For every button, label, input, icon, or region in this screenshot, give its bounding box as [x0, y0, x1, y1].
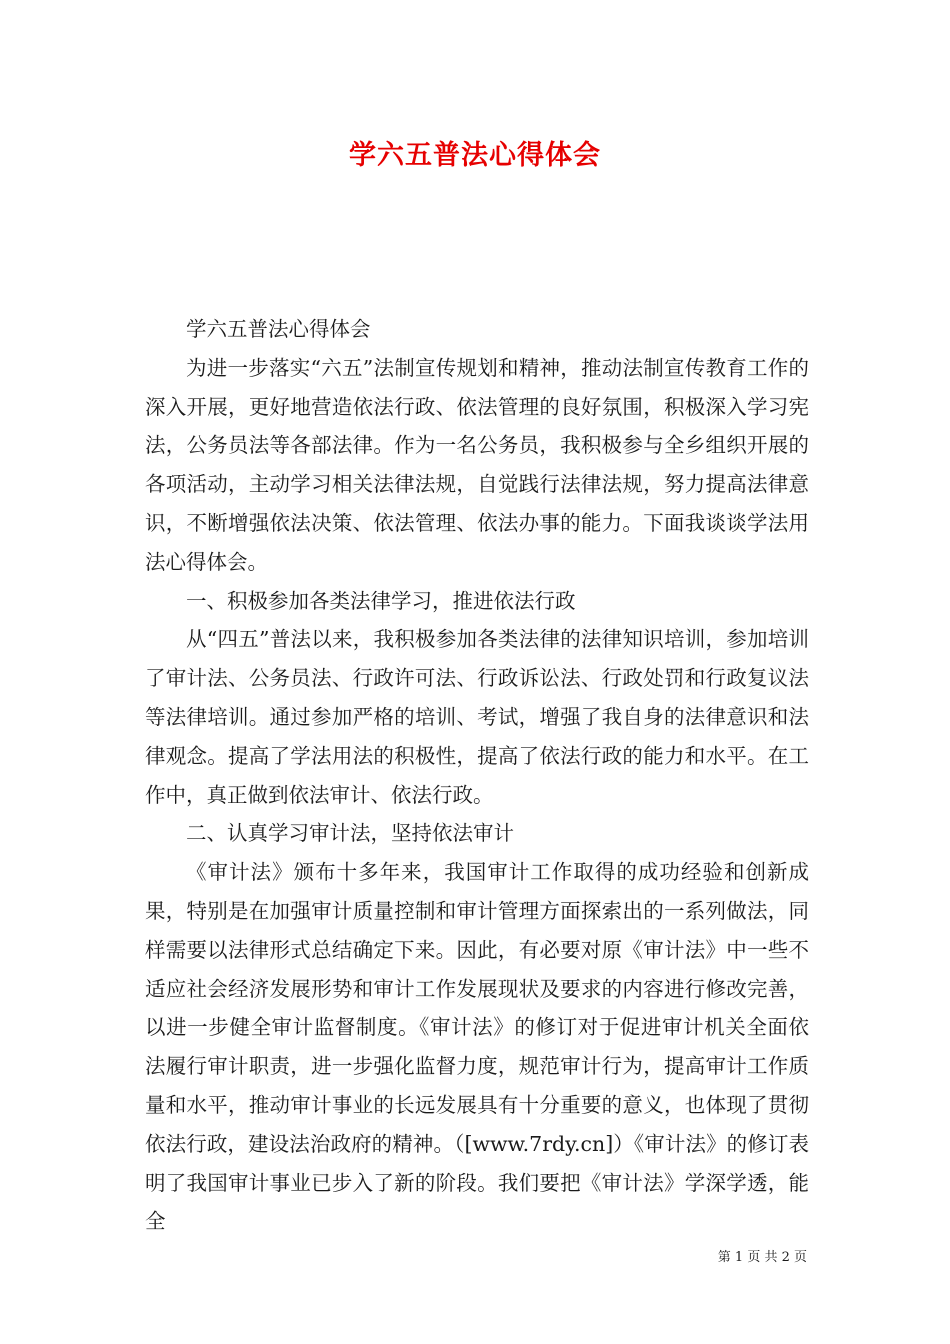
- paragraph-section-2: 《审计法》颁布十多年来，我国审计工作取得的成功经验和创新成果，特别是在加强审计质量控制和审计管理方面探索出的一系列做法，同样需要以法律形式总结确定下来。因此，有必要对原《审计法》中一些不适应社会经济发展形势和审计工作发展现状及要求的内容进行修改完善，以进一步健全审计监督制度。《审计法》的修订对于促进审计机关全面依法履行审计职责，进一步强化监督力度，规范审计行为，提高审计工作质量和水平，推动审计事业的长远发展具有十分重要的意义，也体现了贯彻依法行政，建设法治政府的精神。（[www.7rdy.cn]）《审计法》的修订表明了我国审计事业已步入了新的阶段。我们要把《审计法》学深学透，能全: [145, 860, 809, 1234]
- document-body: [145, 310, 809, 1241]
- paragraph-section-1: 从“四五”普法以来，我积极参加各类法律的法律知识培训，参加培训了审计法、公务员法、行政许可法、行政诉讼法、行政处罚和行政复议法等法律培训。通过参加严格的培训、考试，增强了我自身的法律意识和法律观念。提高了学法用法的积极性，提高了依法行政的能力和水平。在工作中，真正做到依法审计、依法行政。: [145, 627, 809, 807]
- paragraph-intro: 为进一步落实“六五”法制宣传规划和精神，推动法制宣传教育工作的深入开展，更好地营造依法行政、依法管理的良好氛围，积极深入学习宪法，公务员法等各部法律。作为一名公务员，我积极参与全乡组织开展的各项活动，主动学习相关法律法规，自觉践行法律法规，努力提高法律意识，不断增强依法决策、依法管理、依法办事的能力。下面我谈谈学法用法心得体会。: [145, 355, 809, 574]
- section-heading-1: 一、积极参加各类法律学习，推进依法行政: [186, 588, 576, 613]
- paragraph-heading: 学六五普法心得体会: [186, 317, 371, 341]
- page-number: 第 1 页 共 2 页: [717, 1250, 807, 1265]
- page-title: 学六五普法心得体会: [349, 140, 601, 171]
- section-heading-2: 二、认真学习审计法，坚持依法审计: [186, 821, 514, 846]
